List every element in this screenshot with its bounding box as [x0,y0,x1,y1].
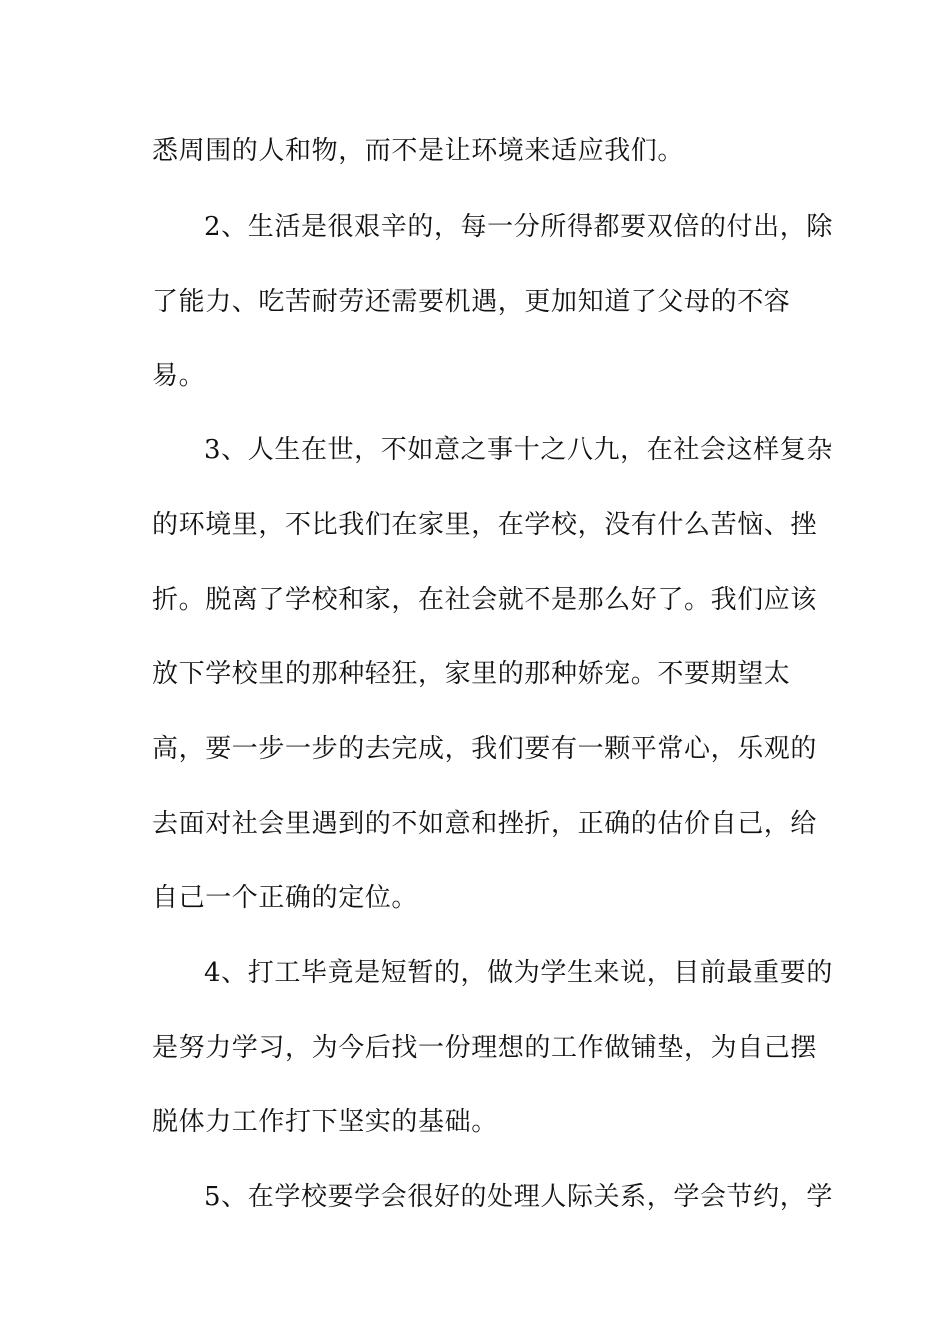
text-line: 3、人生在世，不如意之事十之八九，在社会这样复杂 [204,435,833,465]
text-line: 了能力、吃苦耐劳还需要机遇，更加知道了父母的不容 [152,287,791,317]
text-line: 放下学校里的那种轻狂，家里的那种娇宠。不要期望太 [152,659,791,689]
text-line: 2、生活是很艰辛的，每一分所得都要双倍的付出，除 [204,212,833,242]
text-line: 折。脱离了学校和家，在社会就不是那么好了。我们应该 [152,585,818,615]
text-line: 去面对社会里遇到的不如意和挫折，正确的估价自己，给 [152,809,818,839]
text-line: 的环境里，不比我们在家里，在学校，没有什么苦恼、挫 [152,510,818,540]
text-line: 自己一个正确的定位。 [152,883,419,913]
text-line: 易。 [152,361,206,391]
text-line: 是努力学习，为今后找一份理想的工作做铺垫，为自己摆 [152,1033,818,1063]
text-line: 4、打工毕竟是短暂的，做为学生来说，目前最重要的 [204,958,833,988]
text-line: 5、在学校要学会很好的处理人际关系，学会节约，学 [204,1182,833,1212]
text-line: 脱体力工作打下坚实的基础。 [152,1107,498,1137]
text-line: 高，要一步一步的去完成，我们要有一颗平常心，乐观的 [152,734,818,764]
text-line: 悉周围的人和物，而不是让环境来适应我们。 [152,136,685,166]
